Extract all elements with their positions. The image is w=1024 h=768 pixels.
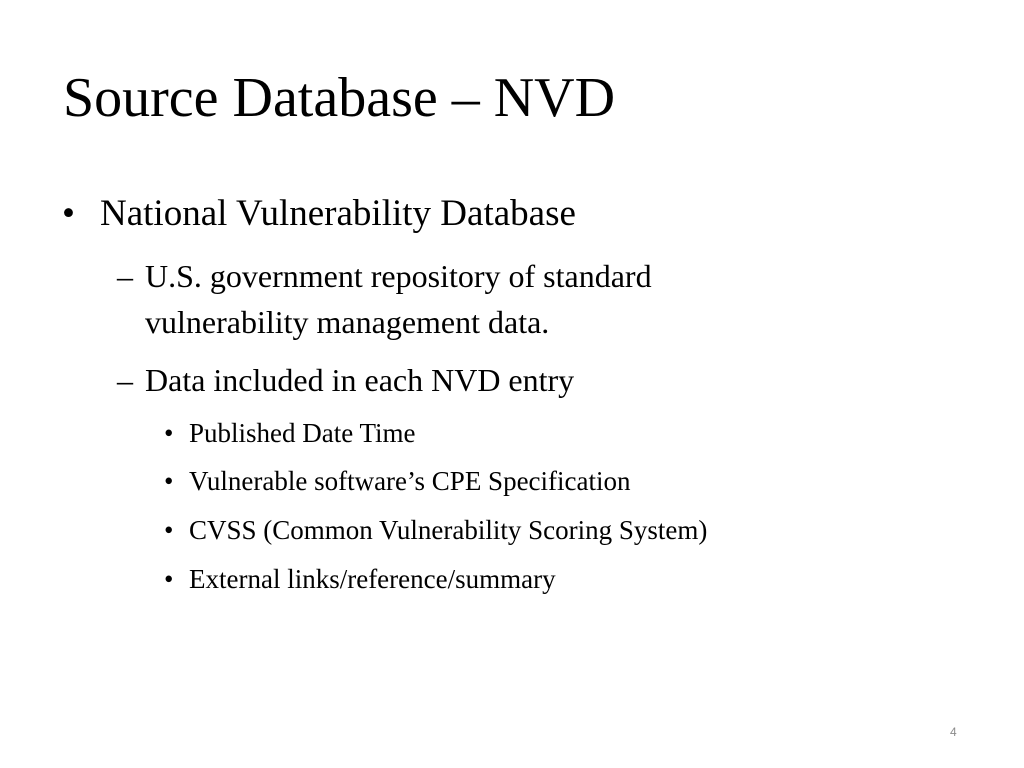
bullet-national-vulnerability-database — [62, 191, 576, 237]
sub-sub-bullet-text: Vulnerable software’s CPE Specification — [189, 466, 631, 496]
bullet-marker: • — [164, 418, 174, 448]
sub-sub-bullet-text: External links/reference/summary — [189, 564, 556, 594]
sub-sub-bullet-text: CVSS (Common Vulnerability Scoring System) — [189, 515, 708, 545]
slide-number: 4 — [950, 725, 957, 739]
sub-sub-bullet-external-links — [164, 562, 556, 596]
slide-title: Source Database – NVD — [63, 67, 616, 129]
dash-marker: – — [117, 258, 133, 294]
sub-sub-bullet-cvss — [164, 513, 707, 547]
sub-bullet-text-line-1: U.S. government repository of standard — [145, 258, 652, 294]
sub-bullet-text-line-2: vulnerability management data. — [145, 304, 550, 340]
bullet-marker: • — [164, 466, 174, 496]
bullet-marker: • — [62, 193, 75, 234]
bullet-text: National Vulnerability Database — [100, 193, 576, 234]
bullet-marker: • — [164, 515, 174, 545]
sub-sub-bullet-cpe-specification — [164, 464, 631, 498]
sub-sub-bullet-text: Published Date Time — [189, 418, 416, 448]
sub-bullet-data-included — [117, 357, 574, 403]
sub-sub-bullet-published-date — [164, 416, 416, 450]
sub-bullet-text: Data included in each NVD entry — [145, 362, 575, 398]
bullet-marker: • — [164, 564, 174, 594]
dash-marker: – — [117, 362, 133, 398]
sub-bullet-government-repository — [117, 253, 652, 345]
